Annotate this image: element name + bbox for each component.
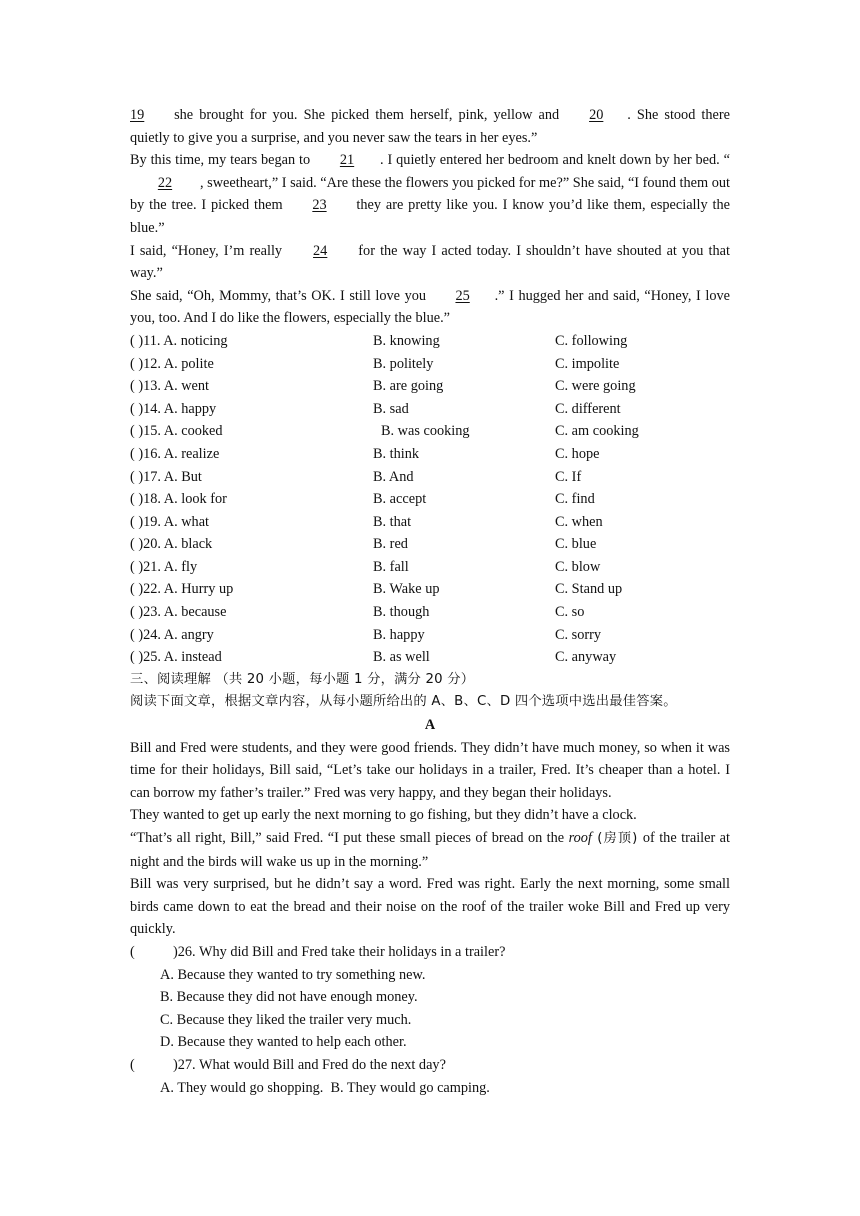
blank-25: 25 (455, 287, 470, 304)
passage-text: , sweetheart,” I said. “Are these the flowers you picked for me?” She said, “I found them out by the tree. I picked them (130, 174, 730, 214)
question-text: )27. What would Bill and Fred do the next day? (173, 1056, 446, 1073)
option-b: B. are going (373, 378, 444, 395)
passage-paragraph (130, 285, 730, 330)
option-b: B. And (373, 468, 414, 485)
passage-text: She said, “Oh, Mommy, that’s OK. I still love you (130, 287, 431, 304)
document-page (130, 104, 730, 1099)
option-row (130, 488, 730, 511)
question-27 (130, 1054, 730, 1099)
passage-paragraph (130, 149, 730, 239)
section-instruction: 阅读下面文章，根据文章内容，从每小题所给出的 A、B、C、D 四个选项中选出最佳答案。 (130, 694, 677, 710)
option-c: C. following (555, 332, 628, 349)
blank-20: 20 (589, 107, 604, 123)
choice: A. They would go shopping. B. They would go camping. (160, 1079, 490, 1096)
blank-23: 23 (312, 197, 327, 214)
answer-paren: ( (130, 943, 135, 960)
passage-text: “That’s all right, Bill,” said Fred. “I put these small pieces of bread on the (130, 830, 569, 846)
option-a: ( )12. A. polite (130, 355, 214, 372)
option-row (130, 533, 730, 556)
passage-paragraph (130, 104, 730, 149)
option-row (130, 578, 730, 601)
reading-paragraph: They wanted to get up early the next morning to go fishing, but they didn’t have a clock. (130, 807, 637, 824)
option-row (130, 646, 730, 669)
question-stem (130, 941, 730, 964)
reading-paragraph: Bill and Fred were students, and they were good friends. They didn’t have much money, so when it was time for their holidays, Bill said, “Let’s take our holidays in a trailer, Fred. It’s cheaper than a hotel. I can borrow my father’s trailer.” Fred was very happy, and they began their holidays. (130, 739, 730, 801)
option-row (130, 466, 730, 489)
option-a: ( )19. A. what (130, 513, 210, 530)
choice: C. Because they liked the trailer very much. (160, 1011, 412, 1028)
passage-text: . She stood there quietly to give you a surprise, and you never saw the tears in her eyes.” (130, 107, 730, 146)
choice: B. Because they did not have enough money. (160, 989, 418, 1006)
option-a: ( )23. A. because (130, 604, 227, 621)
choice: D. Because they wanted to help each other. (160, 1034, 407, 1051)
option-b: B. fall (373, 558, 409, 575)
option-b: B. happy (373, 626, 425, 643)
option-a: ( )25. A. instead (130, 649, 222, 666)
option-c: C. Stand up (555, 581, 623, 598)
option-row (130, 353, 730, 376)
option-c: C. am cooking (555, 423, 639, 440)
option-b: B. politely (373, 355, 434, 372)
option-c: C. impolite (555, 355, 620, 372)
chinese-gloss: (房顶) (591, 831, 643, 846)
option-b: B. as well (373, 649, 430, 666)
option-c: C. hope (555, 445, 600, 462)
section-heading: 三、阅读理解 （共 20 小题，每小题 1 分，满分 20 分） (130, 671, 475, 687)
passage-paragraph (130, 240, 730, 285)
options-list (130, 330, 730, 669)
answer-paren: ( (130, 1056, 135, 1073)
option-b: B. Wake up (373, 581, 440, 598)
option-c: C. blue (555, 536, 597, 553)
option-c: C. blow (555, 558, 601, 575)
option-a: ( )22. A. Hurry up (130, 581, 234, 598)
option-row (130, 601, 730, 624)
option-a: ( )15. A. cooked (130, 423, 223, 440)
passage-label: A (424, 717, 436, 734)
option-b: B. sad (373, 400, 409, 417)
option-b: B. was cooking (381, 423, 470, 440)
blank-24: 24 (313, 242, 328, 259)
question-26 (130, 941, 730, 1054)
option-a: ( )17. A. But (130, 468, 202, 485)
option-b: B. think (373, 445, 420, 462)
passage-text: . I quietly entered her bedroom and knelt down by her bed. “ (380, 152, 730, 169)
option-c: C. different (555, 400, 621, 417)
option-a: ( )21. A. fly (130, 558, 198, 575)
option-c: C. were going (555, 378, 636, 395)
option-a: ( )14. A. happy (130, 400, 217, 417)
option-c: C. If (555, 468, 582, 485)
option-row (130, 443, 730, 466)
passage-text: of the trailer at night and the birds will wake us up in the morning.” (130, 830, 730, 870)
passage-text: she brought for you. She picked them herself, pink, yellow and (168, 107, 566, 123)
question-stem (130, 1054, 730, 1077)
option-b: B. that (373, 513, 412, 530)
option-b: B. knowing (373, 332, 440, 349)
option-a: ( )18. A. look for (130, 491, 227, 508)
passage-text: By this time, my tears began to (130, 152, 315, 169)
blank-21: 21 (339, 152, 355, 169)
option-row (130, 420, 730, 443)
option-row (130, 624, 730, 647)
question-text: )26. Why did Bill and Fred take their holidays in a trailer? (173, 943, 506, 960)
option-c: C. so (555, 604, 585, 621)
option-row (130, 556, 730, 579)
italic-word: roof (568, 830, 592, 846)
option-c: C. anyway (555, 649, 617, 666)
choice: A. Because they wanted to try something new. (160, 966, 426, 983)
blank-19: 19 (130, 107, 145, 123)
option-a: ( )13. A. went (130, 378, 210, 395)
passage-text: .” I hugged her and said, “Honey, I love you, too. And I do like the flowers, especially the blue.” (130, 287, 730, 327)
option-row (130, 330, 730, 353)
option-row (130, 375, 730, 398)
option-b: B. accept (373, 491, 427, 508)
blank-22: 22 (157, 174, 173, 191)
passage-text: for the way I acted today. I shouldn’t have shouted at you that way.” (130, 242, 730, 282)
option-a: ( )24. A. angry (130, 626, 214, 643)
option-b: B. red (373, 536, 408, 553)
option-row (130, 511, 730, 534)
option-b: B. though (373, 604, 430, 621)
option-a: ( )11. A. noticing (130, 332, 228, 349)
option-c: C. find (555, 491, 595, 508)
reading-paragraph (130, 827, 730, 873)
option-c: C. sorry (555, 626, 602, 643)
option-a: ( )20. A. black (130, 536, 213, 553)
option-c: C. when (555, 513, 603, 530)
passage-text: they are pretty like you. I know you’d like them, especially the blue.” (130, 197, 730, 236)
reading-paragraph: Bill was very surprised, but he didn’t say a word. Fred was right. Early the next morning, some small birds came down to eat the bread and their noise on the roof of the trailer woke Bill and Fred up very quickly. (130, 876, 730, 938)
option-a: ( )16. A. realize (130, 445, 220, 462)
option-row (130, 398, 730, 421)
passage-text: I said, “Honey, I’m really (130, 242, 288, 259)
